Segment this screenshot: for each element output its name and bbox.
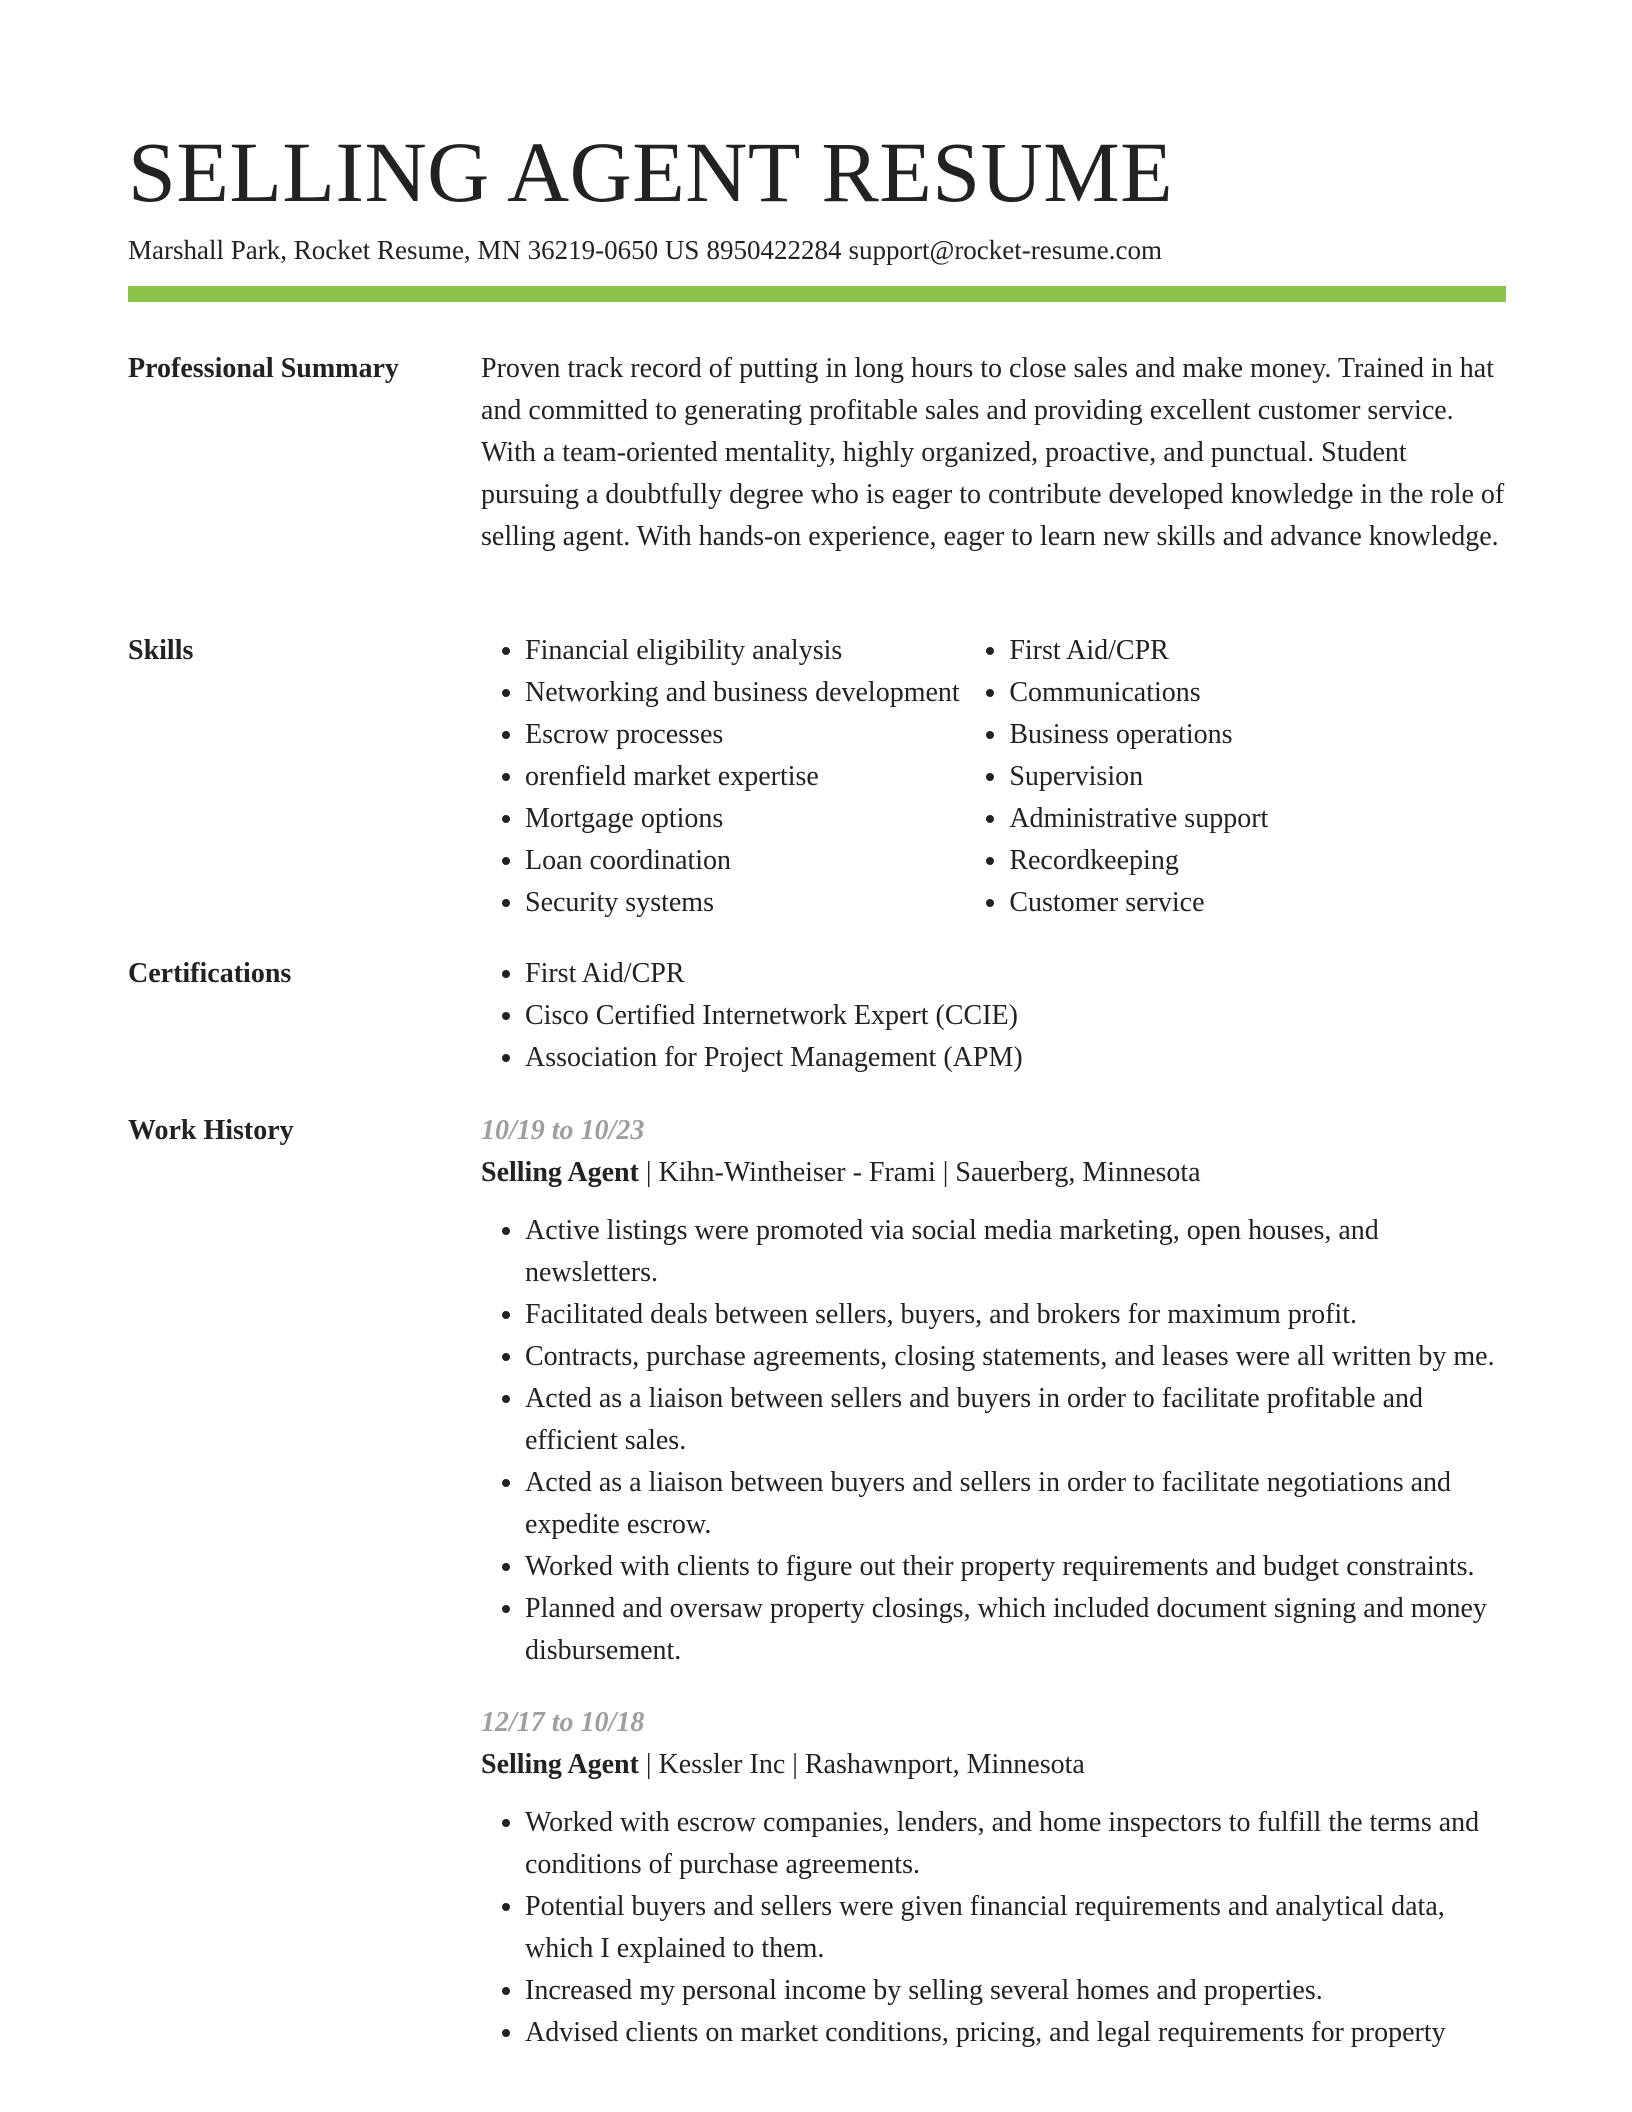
- certifications-body: [481, 953, 1506, 1079]
- skill-item: • Customer service: [1009, 882, 1506, 924]
- job-company: Kihn-Wintheiser - Frami: [658, 1157, 936, 1188]
- skill-item: • Financial eligibility analysis: [525, 630, 965, 672]
- skill-item: • Loan coordination: [525, 840, 965, 882]
- skills-body: [481, 630, 1506, 924]
- job-dates: 12/17 to 10/18: [481, 1707, 645, 1738]
- certification-item: • Cisco Certified Internetwork Expert (CCIE): [525, 995, 1506, 1037]
- summary-heading: Professional Summary: [128, 353, 399, 384]
- skill-item: • Escrow processes: [525, 714, 965, 756]
- job-bullet: • Contracts, purchase agreements, closing statements, and leases were all written by me.: [525, 1336, 1506, 1378]
- skill-item: • Networking and business development: [525, 672, 965, 714]
- contact-line: [128, 230, 1169, 270]
- skill-item: • Communications: [1009, 672, 1506, 714]
- job-separator: |: [645, 1749, 652, 1780]
- summary-body: [481, 348, 1506, 558]
- job-header: [481, 1152, 1506, 1194]
- skill-item: • First Aid/CPR: [1009, 630, 1506, 672]
- contact-address: Marshall Park, Rocket Resume, MN 36219-0650 US: [128, 235, 700, 265]
- job-entry: [481, 1110, 1506, 1672]
- job-bullet: • Potential buyers and sellers were given financial requirements and analytical data, which I explained to them.: [525, 1886, 1506, 1970]
- job-header: [481, 1744, 1506, 1786]
- job-bullet: • Increased my personal income by selling several homes and properties.: [525, 1970, 1506, 2012]
- certification-item: • Association for Project Management (APM): [525, 1037, 1506, 1079]
- job-title: Selling Agent: [481, 1749, 639, 1780]
- skill-item: • Business operations: [1009, 714, 1506, 756]
- job-separator: |: [792, 1749, 798, 1780]
- certifications-heading: Certifications: [128, 958, 292, 989]
- skill-item: • Mortgage options: [525, 798, 965, 840]
- job-bullets: [481, 1802, 1506, 2054]
- skills-columns: [481, 630, 1506, 924]
- job-bullets: [481, 1210, 1506, 1672]
- skill-item: • orenfield market expertise: [525, 756, 965, 798]
- summary-text: Proven track record of putting in long hours to close sales and make money. Trained in hat and committed to generating profitable sales and providing excellent customer service. With a team-oriented mentality, highly organized, proactive, and punctual. Student pursuing a doubtfully degree who is eager to contribute developed knowledge in the role of selling agent. With hands-on experience, eager to learn new skills and advance knowledge.: [481, 353, 1505, 552]
- job-dates: 10/19 to 10/23: [481, 1115, 645, 1146]
- job-bullet: • Advised clients on market conditions, pricing, and legal requirements for property: [525, 2012, 1506, 2054]
- job-bullet: • Acted as a liaison between sellers and buyers in order to facilitate profitable and efficient sales.: [525, 1378, 1506, 1462]
- job-entry: [481, 1702, 1506, 2054]
- job-bullet: • Facilitated deals between sellers, buyers, and brokers for maximum profit.: [525, 1294, 1506, 1336]
- job-bullet: • Acted as a liaison between buyers and sellers in order to facilitate negotiations and expedite escrow.: [525, 1462, 1506, 1546]
- job-bullet: • Planned and oversaw property closings, which included document signing and money disbursement.: [525, 1588, 1506, 1672]
- skill-item: • Supervision: [1009, 756, 1506, 798]
- job-company: Kessler Inc: [658, 1749, 786, 1780]
- work-history-body: [481, 1110, 1506, 2084]
- certifications-list: [481, 953, 1506, 1079]
- skill-item: • Security systems: [525, 882, 965, 924]
- job-bullet: • Worked with clients to figure out their property requirements and budget constraints.: [525, 1546, 1506, 1588]
- contact-phone: 8950422284: [706, 235, 842, 265]
- accent-divider: [128, 286, 1506, 302]
- skill-item: • Recordkeeping: [1009, 840, 1506, 882]
- job-separator: |: [942, 1157, 949, 1188]
- job-bullet: • Worked with escrow companies, lenders, and home inspectors to fulfill the terms and conditions of purchase agreements.: [525, 1802, 1506, 1886]
- job-location: Rashawnport, Minnesota: [804, 1749, 1085, 1780]
- work-history-heading: Work History: [128, 1115, 294, 1146]
- skills-heading: Skills: [128, 635, 194, 666]
- skills-list-column-1: [481, 630, 965, 924]
- skill-item: • Administrative support: [1009, 798, 1506, 840]
- job-title: Selling Agent: [481, 1157, 639, 1188]
- job-bullet: • Active listings were promoted via social media marketing, open houses, and newsletters.: [525, 1210, 1506, 1294]
- certification-item: • First Aid/CPR: [525, 953, 1506, 995]
- job-separator: |: [645, 1157, 652, 1188]
- contact-email: support@rocket-resume.com: [848, 235, 1162, 265]
- skills-list-column-2: [965, 630, 1506, 924]
- resume-title: SELLING AGENT RESUME: [128, 124, 1174, 220]
- job-location: Sauerberg, Minnesota: [955, 1157, 1201, 1188]
